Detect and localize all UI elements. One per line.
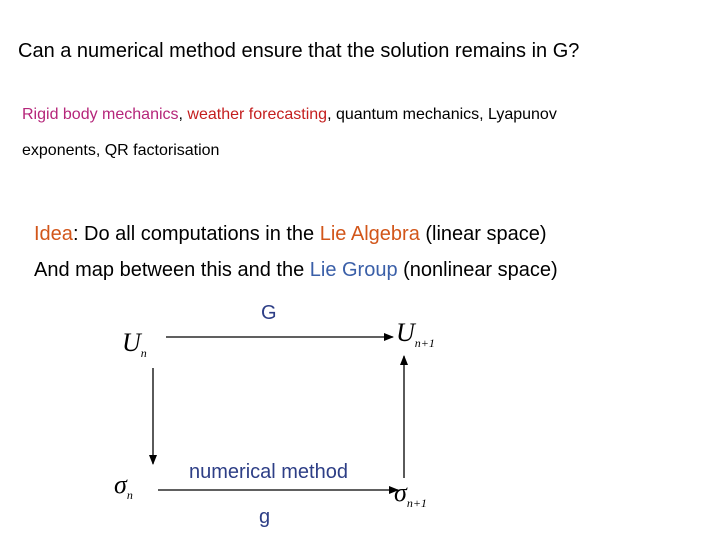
map-line	[34, 259, 558, 282]
sigma-n-plus-1-symbol	[394, 478, 427, 511]
question-heading: Can a numerical method ensure that the solution remains in G?	[18, 40, 580, 62]
applications-line-2: exponents, QR factorisation	[22, 142, 220, 159]
U-subscript-n-plus-1: n+1	[414, 336, 435, 350]
idea-line	[34, 223, 547, 246]
map-text-2: (nonlinear space)	[397, 259, 558, 281]
applications-line-1	[22, 106, 557, 124]
application-separator: ,	[178, 106, 188, 123]
idea-text-1: : Do all computations in the	[72, 223, 320, 245]
sigma-letter: σ	[394, 478, 407, 507]
lie-group-term: Lie Group	[309, 259, 398, 281]
sigma-n-symbol	[114, 470, 133, 503]
map-text-1: And map between this and the	[34, 259, 310, 281]
U-subscript-n: n	[140, 346, 147, 360]
algebra-label-g: g	[259, 506, 271, 528]
idea-label: Idea	[34, 223, 73, 245]
applications-rest: , quantum mechanics, Lyapunov	[327, 106, 557, 123]
sigma-subscript-n-plus-1: n+1	[406, 496, 427, 510]
lie-algebra-term: Lie Algebra	[319, 223, 420, 245]
U-n-symbol	[122, 328, 147, 361]
U-letter: U	[396, 318, 415, 347]
numerical-method-label: numerical method	[189, 461, 348, 483]
application-rigid-body: Rigid body mechanics	[22, 106, 179, 123]
idea-text-2: (linear space)	[419, 223, 547, 245]
U-n-plus-1-symbol	[396, 318, 435, 351]
U-letter: U	[122, 328, 141, 357]
application-weather: weather forecasting	[187, 106, 328, 123]
sigma-subscript-n: n	[126, 488, 133, 502]
sigma-letter: σ	[114, 470, 127, 499]
group-label-G: G	[261, 302, 277, 324]
